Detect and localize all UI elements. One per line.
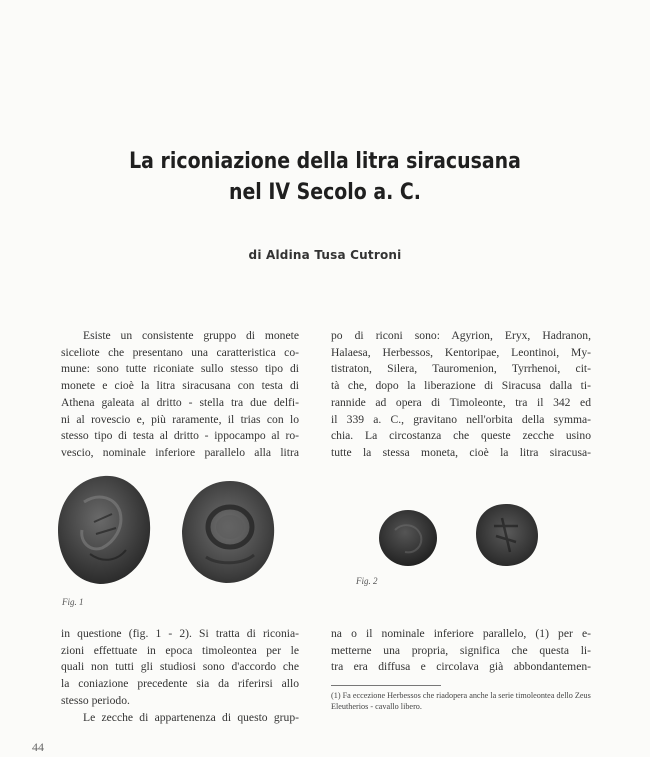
column-right-bottom — [331, 626, 591, 676]
text-line: stesso tipo di testa al dritto - ippocampo al ro- — [61, 429, 299, 443]
text-line: Halaesa, Herbessos, Kentoripae, Leontinoi, My- — [331, 345, 591, 359]
fig2-caption: Fig. 2 — [356, 576, 378, 586]
text-line: mune: sono tutte riconiate sullo stesso tipo di — [61, 362, 299, 376]
text-line: Athena galeata al dritto - stella tra due delfi- — [61, 395, 299, 409]
author-byline: di Aldina Tusa Cutroni — [248, 248, 402, 262]
footnote-divider — [331, 685, 441, 686]
text-line: tistraton, Silera, Tauromenion, Tyrrhenoi, cit- — [331, 362, 591, 376]
text-line: vescio, nominale inferiore parallelo alla litra — [61, 445, 299, 459]
text-line: zioni effettuate in epoca timoleontea per le — [61, 643, 299, 657]
footnote: (1) Fa eccezione Herbessos che riadopera anche la serie timoleontea dello Zeus Eleutherios - cavallo libero. — [331, 691, 591, 711]
text-line: po di riconi sono: Agyrion, Eryx, Hadranon, — [331, 329, 591, 342]
text-line: Esiste un consistente gruppo di monete — [83, 329, 299, 342]
article-title — [80, 146, 570, 208]
column-right-top — [331, 328, 591, 462]
text-line: metterne una propria, significa che questa li- — [331, 643, 591, 657]
text-line: tra era diffusa e circolava già abbondantemen- — [331, 660, 591, 674]
text-line: Le zecche di appartenenza di questo grup- — [83, 710, 299, 724]
text-line: monete e cioè la litra siracusana con testa di — [61, 379, 299, 393]
text-line: rannide ad opera di Timoleonte, tra il 342 ed — [331, 395, 591, 409]
fig1-coin-reverse — [178, 477, 278, 587]
text-line: tà che, dopo la liberazione di Siracusa dalla ti- — [331, 379, 591, 393]
page-number: 44 — [32, 740, 44, 754]
fig1-coin-obverse — [54, 472, 154, 588]
text-line: quali non tutti gli studiosi sono d'accordo che — [61, 660, 299, 674]
column-left-top — [61, 328, 299, 462]
text-line: stesso periodo. — [61, 693, 130, 707]
title-line-2: nel IV Secolo a. C. — [228, 180, 421, 205]
text-line: il 339 a. C., gravitano nell'orbita della symma- — [331, 412, 591, 426]
text-line: chia. La circostanza che queste zecche usino — [331, 429, 591, 443]
text-line: siceliote che presentano una caratteristica co- — [61, 345, 299, 359]
text-line: la coniazione precedente sia da riferirsi allo — [61, 677, 299, 691]
text-line: in questione (fig. 1 - 2). Si tratta di riconia- — [61, 627, 299, 640]
title-line-1: La riconiazione della litra siracusana — [129, 149, 521, 174]
text-line: tutte la stessa moneta, cioè la litra siracusa- — [331, 445, 591, 459]
column-left-bottom — [61, 626, 299, 726]
text-line: na o il nominale inferiore parallelo, (1) per e- — [331, 627, 591, 640]
text-line: ni al rovescio e, più raramente, il trias con lo — [61, 412, 299, 426]
fig2-coin-obverse — [377, 508, 439, 568]
fig1-caption: Fig. 1 — [62, 597, 84, 607]
fig2-coin-reverse — [472, 500, 542, 570]
